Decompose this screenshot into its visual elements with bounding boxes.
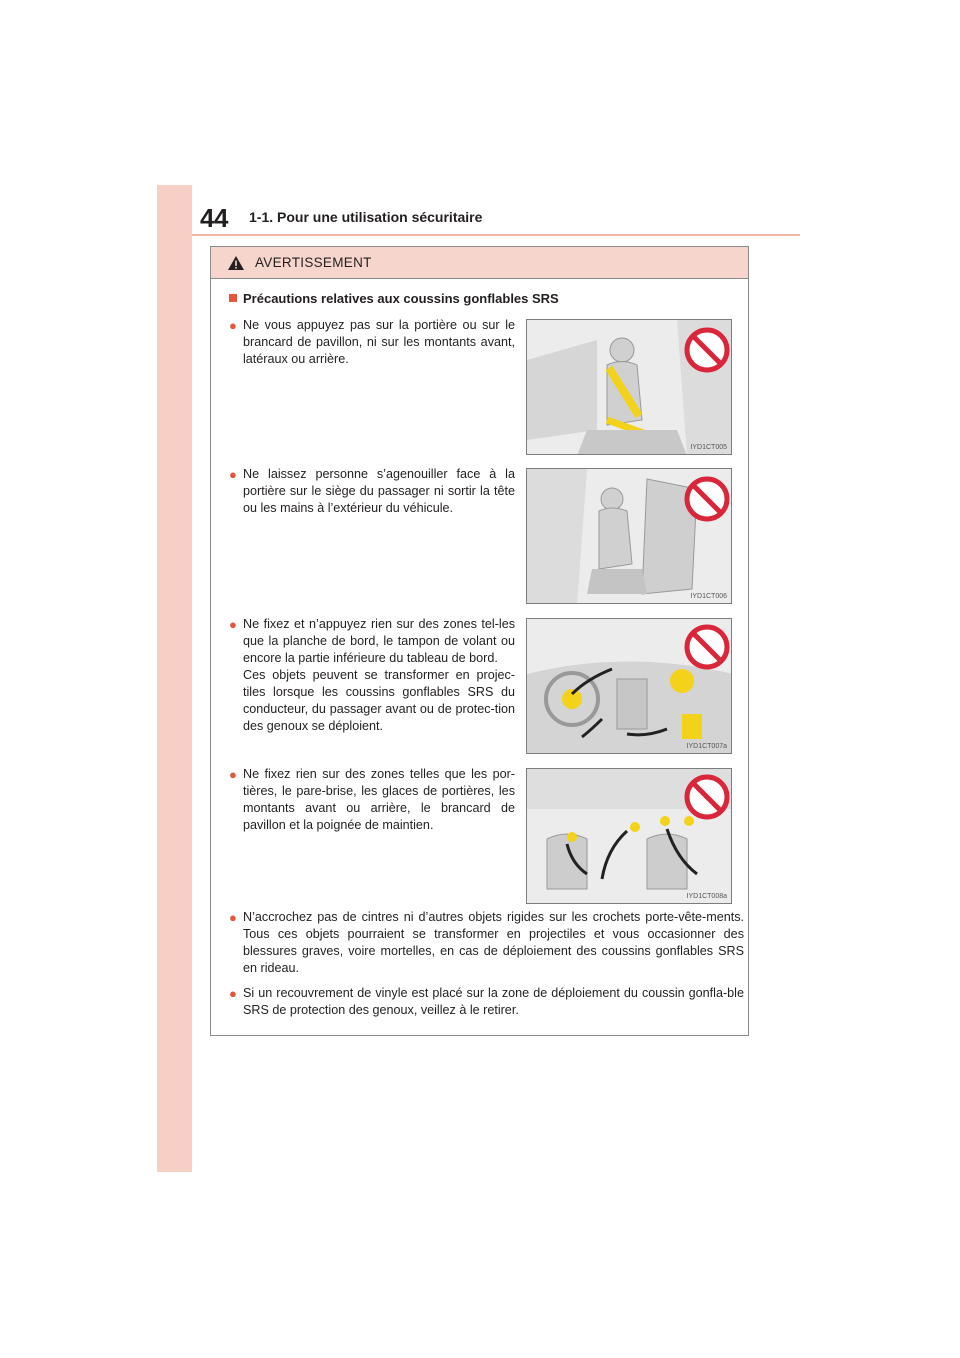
bullet-icon: ● — [229, 318, 237, 333]
warning-box — [210, 246, 749, 1036]
illustration-dashboard-objects — [526, 618, 732, 754]
illustration-leaning-on-door — [526, 319, 732, 455]
list-item: ● Ne laissez personne s’agenouiller face à la portière sur le siège du passager ni sortir la tête ou les mains à l’extérieur du véhicule. — [229, 467, 515, 515]
list-item: ● N’accrochez pas de cintres ni d’autres objets rigides sur les crochets porte-vête-ments. Tous ces objets pourraient se transformer en projectiles et vous occasionner des blessures graves, voire mortelles, en cas de déploiement des coussins gonflables SRS en rideau. — [229, 910, 744, 975]
warning-header — [211, 247, 748, 279]
bullet-icon: ● — [229, 617, 237, 632]
bullet-icon: ● — [229, 986, 237, 1001]
bullet-icon: ● — [229, 767, 237, 782]
header-rule — [192, 234, 800, 236]
page-number: 44 — [200, 203, 228, 233]
list-item: ● Ne vous appuyez pas sur la portière ou sur le brancard de pavillon, ni sur les montants avant, latéraux ou arrière. — [229, 318, 515, 366]
figure-code: IYD1CT006 — [690, 593, 727, 600]
section-title: 1-1. Pour une utilisation sécuritaire — [249, 209, 483, 225]
bullet-icon: ● — [229, 467, 237, 482]
illustration-kneeling-on-seat — [526, 468, 732, 604]
bullet-icon: ● — [229, 910, 237, 925]
list-item: ● Ne fixez rien sur des zones telles que les por-tières, le pare-brise, les glaces de portières, les montants avant ou arrière, le brancard de pavillon et la poignée de maintien. — [229, 767, 515, 832]
warning-label: AVERTISSEMENT — [255, 255, 372, 270]
figure-code: IYD1CT005 — [690, 444, 727, 451]
side-tab-band — [157, 185, 192, 1172]
subheading: Précautions relatives aux coussins gonflables SRS — [229, 291, 559, 306]
list-item: ● Ne fixez et n’appuyez rien sur des zones tel-les que la planche de bord, le tampon de volant ou encore la partie inférieure du tableau de bord. Ces objets peuvent se transformer en projec-tiles lorsque les coussins gonflables SRS du conducteur, du passager avant ou de protec-tion des genoux se déploient. — [229, 617, 515, 733]
list-item: ● Si un recouvrement de vinyle est placé sur la zone de déploiement du coussin gonfla-ble SRS de protection des genoux, veillez à le retirer. — [229, 986, 744, 1017]
illustration-interior-attachments — [526, 768, 732, 904]
figure-code: IYD1CT007a — [686, 743, 727, 750]
warning-triangle-icon — [227, 255, 245, 271]
square-bullet-icon — [229, 294, 237, 302]
figure-code: IYD1CT008a — [686, 893, 727, 900]
